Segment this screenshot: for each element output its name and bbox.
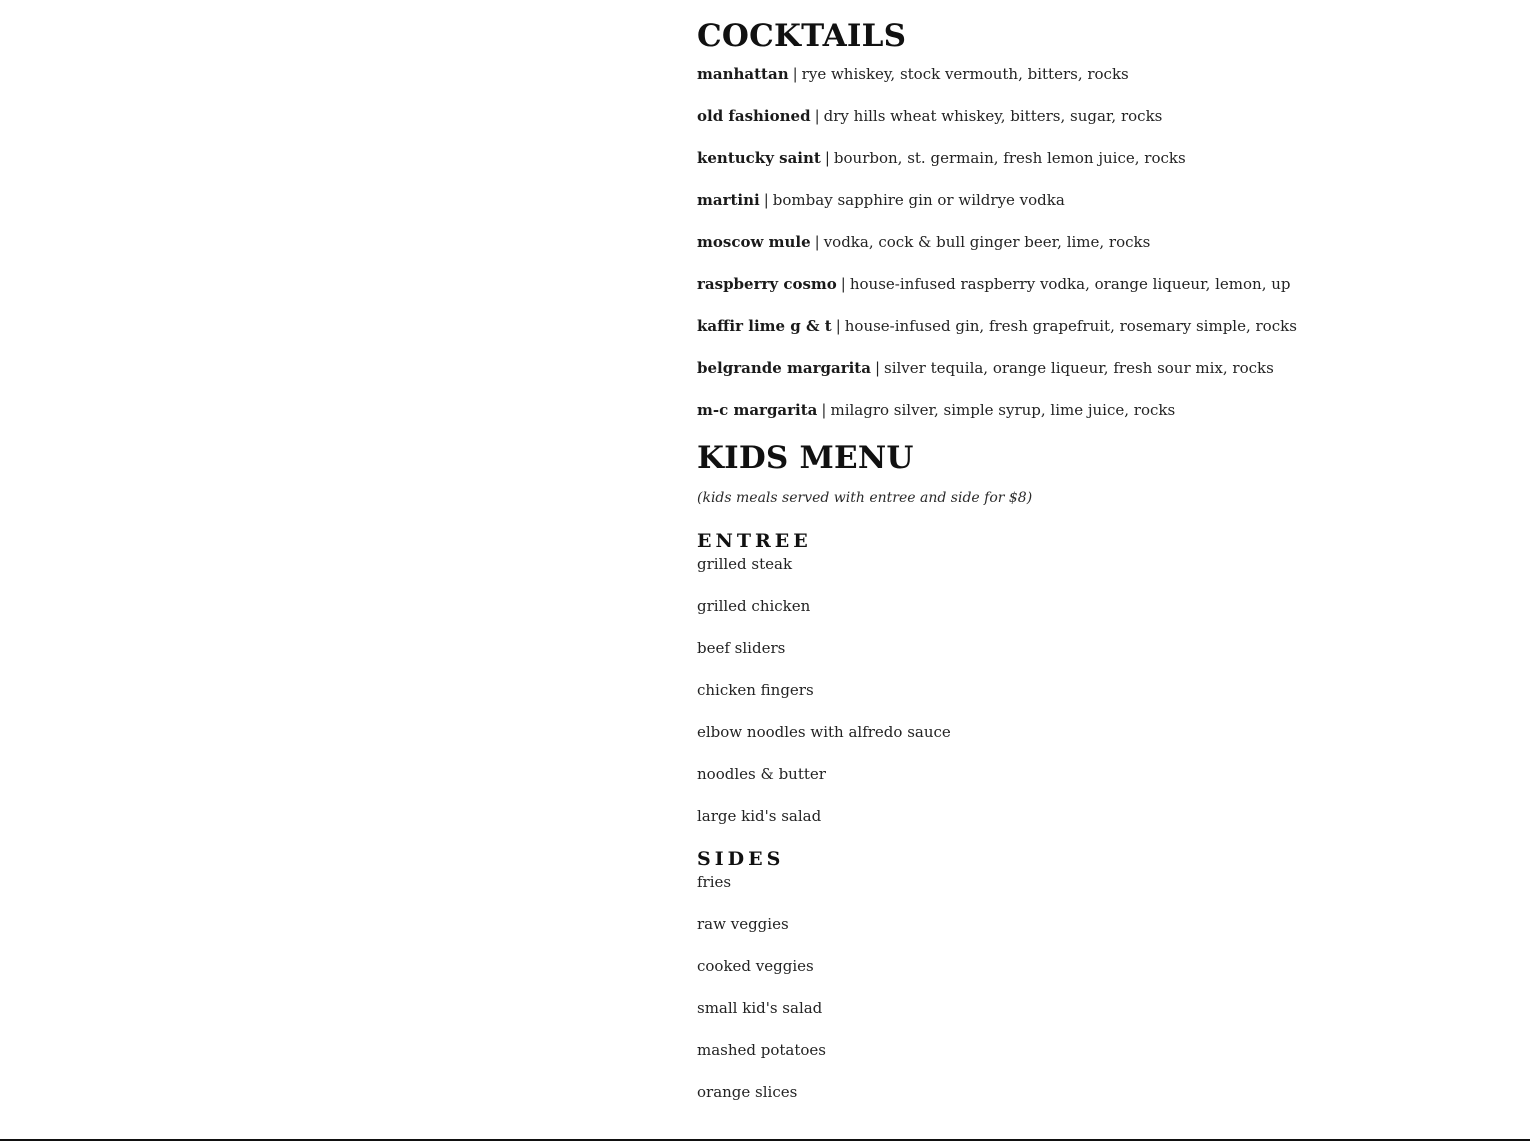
cocktail-name: manhattan [697, 65, 789, 83]
cocktail-name: belgrande margarita [697, 359, 871, 377]
side-item: mashed potatoes [697, 1041, 827, 1059]
cocktail-description: bombay sapphire gin or wildrye vodka [772, 191, 1065, 209]
cocktail-name: moscow mule [697, 233, 811, 251]
entree-item: grilled steak [697, 555, 793, 573]
entree-item: elbow noodles with alfredo sauce [697, 723, 951, 741]
sides-list [697, 872, 1457, 1102]
separator: | [763, 191, 769, 209]
entree-item: beef sliders [697, 639, 786, 657]
cocktail-description: house-infused raspberry vodka, orange liqueur, lemon, up [849, 275, 1291, 293]
entree-list [697, 554, 1457, 826]
menu-content [697, 0, 1457, 1102]
separator: | [814, 107, 820, 125]
cocktail-item-belgrande-margarita [697, 358, 1457, 378]
separator: | [814, 233, 820, 251]
kids-menu-note: (kids meals served with entree and side for $8) [697, 490, 1033, 506]
entree-item: noodles & butter [697, 765, 826, 783]
cocktail-item-kaffir-lime-g-and-t [697, 316, 1457, 336]
cocktail-name: kentucky saint [697, 149, 821, 167]
separator: | [821, 401, 827, 419]
cocktails-heading: COCKTAILS [697, 18, 907, 54]
entree-item: large kid's salad [697, 807, 822, 825]
cocktail-description: milagro silver, simple syrup, lime juice, rocks [830, 401, 1176, 419]
cocktail-item-raspberry-cosmo [697, 274, 1457, 294]
side-item: orange slices [697, 1083, 798, 1101]
cocktail-item-m-c-margarita [697, 400, 1457, 420]
cocktail-item-old-fashioned [697, 106, 1457, 126]
cocktail-description: house-infused gin, fresh grapefruit, rosemary simple, rocks [844, 317, 1297, 335]
cocktail-description: rye whiskey, stock vermouth, bitters, rocks [801, 65, 1129, 83]
side-item: small kid's salad [697, 999, 823, 1017]
cocktail-name: old fashioned [697, 107, 811, 125]
cocktail-name: martini [697, 191, 760, 209]
separator: | [824, 149, 830, 167]
cocktail-name: kaffir lime g & t [697, 317, 832, 335]
cocktail-description: bourbon, st. germain, fresh lemon juice, rocks [833, 149, 1186, 167]
kids-menu-heading: KIDS MENU [697, 440, 914, 476]
cocktail-name: m-c margarita [697, 401, 818, 419]
cocktail-item-manhattan [697, 64, 1457, 84]
separator: | [874, 359, 881, 377]
cocktail-description: dry hills wheat whiskey, bitters, sugar, rocks [823, 107, 1163, 125]
cocktail-item-moscow-mule [697, 232, 1457, 252]
entree-item: grilled chicken [697, 597, 811, 615]
side-item: raw veggies [697, 915, 789, 933]
separator: | [792, 65, 798, 83]
separator: | [840, 275, 846, 293]
cocktail-list [697, 64, 1457, 420]
cocktail-name: raspberry cosmo [697, 275, 837, 293]
cocktail-item-martini [697, 190, 1457, 210]
cocktail-description: vodka, cock & bull ginger beer, lime, rocks [823, 233, 1151, 251]
cocktail-description: silver tequila, orange liqueur, fresh sour mix, rocks [884, 359, 1274, 377]
separator: | [835, 317, 841, 335]
cocktail-item-kentucky-saint [697, 148, 1457, 168]
entree-subheading: ENTREE [697, 530, 812, 552]
side-item: cooked veggies [697, 957, 814, 975]
entree-item: chicken fingers [697, 681, 814, 699]
bottom-divider [0, 1139, 1530, 1141]
side-item: fries [697, 873, 732, 891]
sides-subheading: SIDES [697, 848, 785, 870]
